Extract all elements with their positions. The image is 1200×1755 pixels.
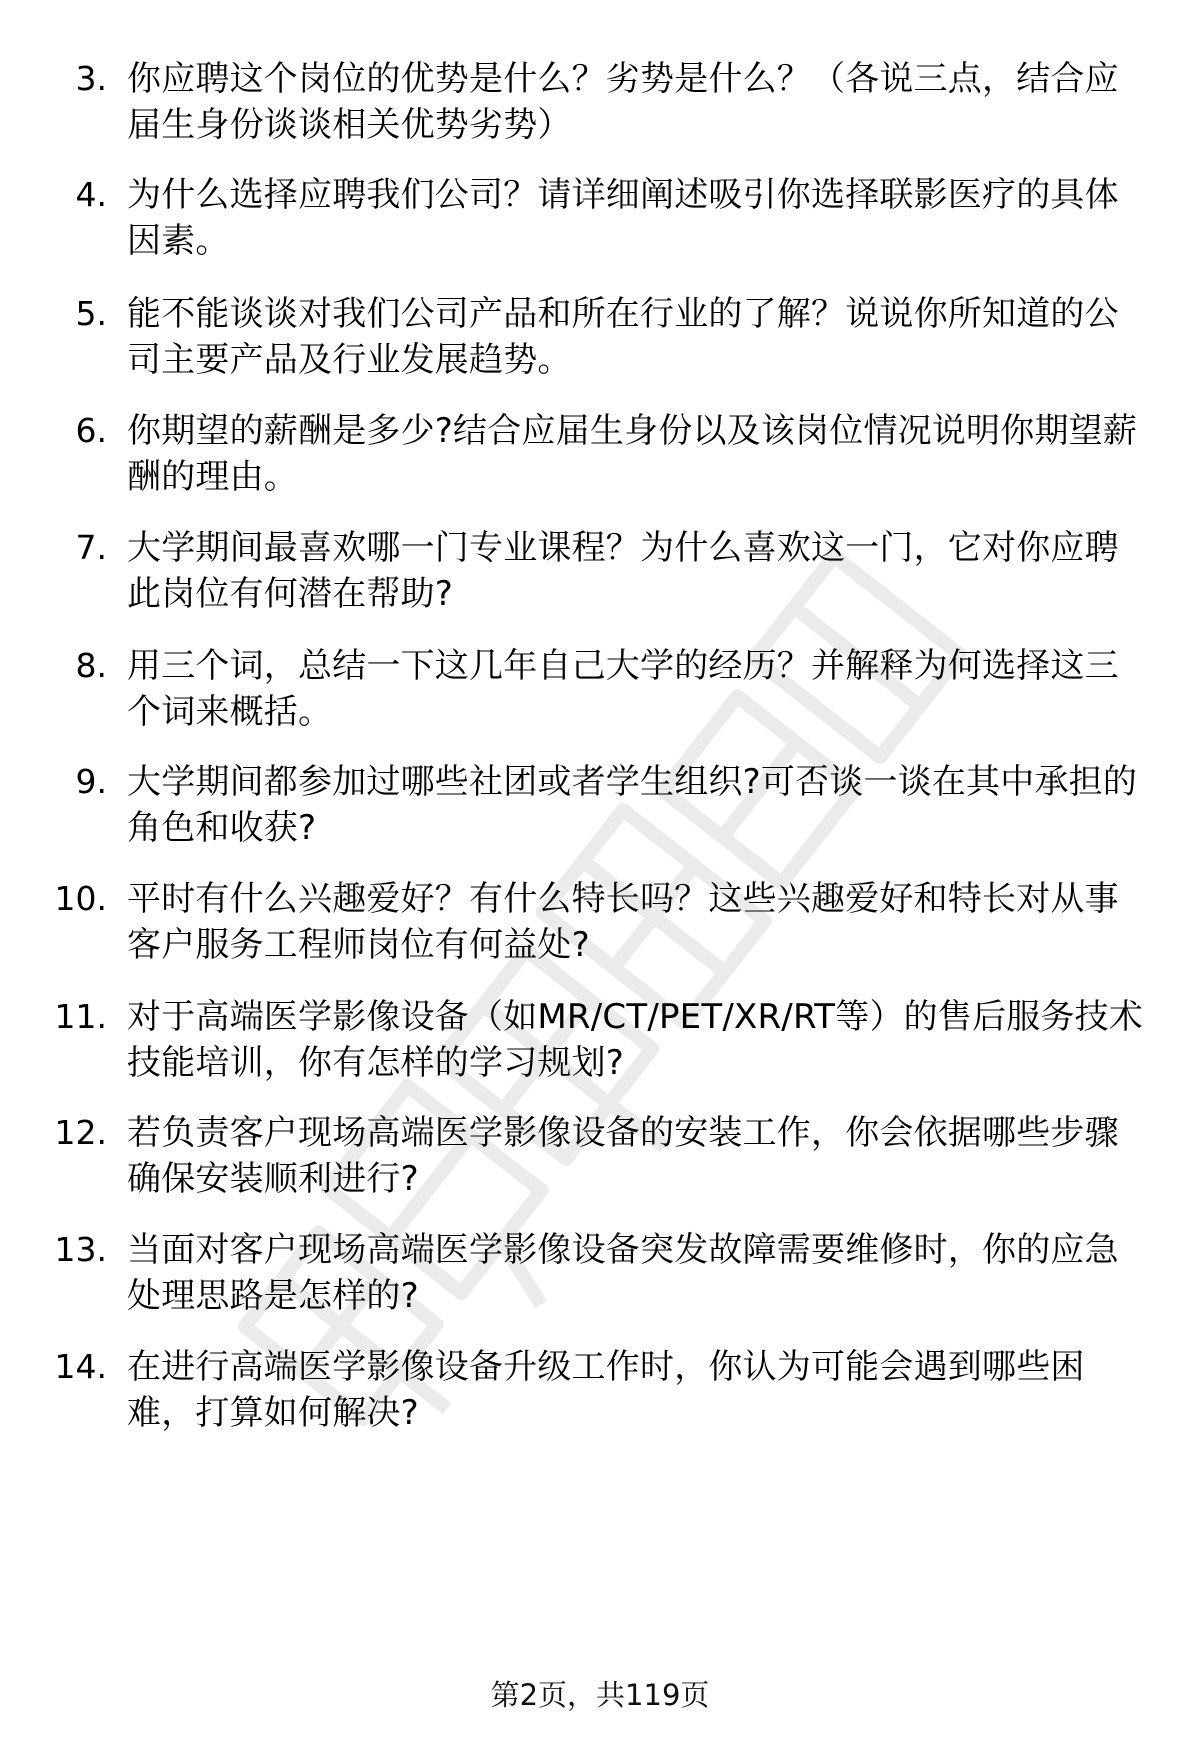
question-text: 为什么选择应聘我们公司？请详细阐述吸引你选择联影医疗的具体因素。 bbox=[127, 175, 1119, 261]
question-number: 3. bbox=[75, 59, 107, 98]
page-footer: 第2页，共119页 bbox=[490, 1678, 710, 1712]
question-text: 你期望的薪酬是多少?结合应届生身份以及该岗位情况说明你期望薪酬的理由。 bbox=[127, 411, 1138, 497]
question-text: 大学期间都参加过哪些社团或者学生组织?可否谈一谈在其中承担的角色和收获? bbox=[127, 762, 1138, 848]
question-text: 大学期间最喜欢哪一门专业课程？为什么喜欢这一门，它对你应聘此岗位有何潜在帮助? bbox=[127, 528, 1119, 614]
question-number: 12. bbox=[54, 1113, 107, 1152]
question-number: 14. bbox=[54, 1347, 107, 1386]
question-text: 能不能谈谈对我们公司产品和所在行业的了解？说说你所知道的公司主要产品及行业发展趋势。 bbox=[127, 294, 1119, 380]
question-text: 你应聘这个岗位的优势是什么？劣势是什么？（各说三点，结合应届生身份谈谈相关优势劣势） bbox=[127, 59, 1119, 145]
question-number: 6. bbox=[75, 411, 107, 450]
question-number: 4. bbox=[75, 175, 107, 214]
question-number: 11. bbox=[54, 997, 107, 1036]
question-number: 13. bbox=[54, 1230, 107, 1269]
question-number: 10. bbox=[54, 879, 107, 918]
question-number: 8. bbox=[75, 646, 107, 685]
question-text: 当面对客户现场高端医学影像设备突发故障需要维修时，你的应急处理思路是怎样的? bbox=[127, 1230, 1119, 1316]
question-number: 9. bbox=[75, 762, 107, 801]
question-text: 用三个词，总结一下这几年自己大学的经历？并解释为何选择这三个词来概括。 bbox=[127, 646, 1119, 732]
question-number: 5. bbox=[75, 294, 107, 333]
question-number: 7. bbox=[75, 528, 107, 567]
question-text: 在进行高端医学影像设备升级工作时，你认为可能会遇到哪些困难，打算如何解决? bbox=[127, 1347, 1085, 1433]
question-text: 对于高端医学影像设备（如MR/CT/PET/XR/RT等）的售后服务技术技能培训，你有怎样的学习规划? bbox=[127, 997, 1144, 1083]
question-text: 若负责客户现场高端医学影像设备的安装工作，你会依据哪些步骤确保安装顺利进行? bbox=[127, 1113, 1119, 1199]
question-text: 平时有什么兴趣爱好？有什么特长吗？这些兴趣爱好和特长对从事客户服务工程师岗位有何益处? bbox=[127, 879, 1119, 965]
